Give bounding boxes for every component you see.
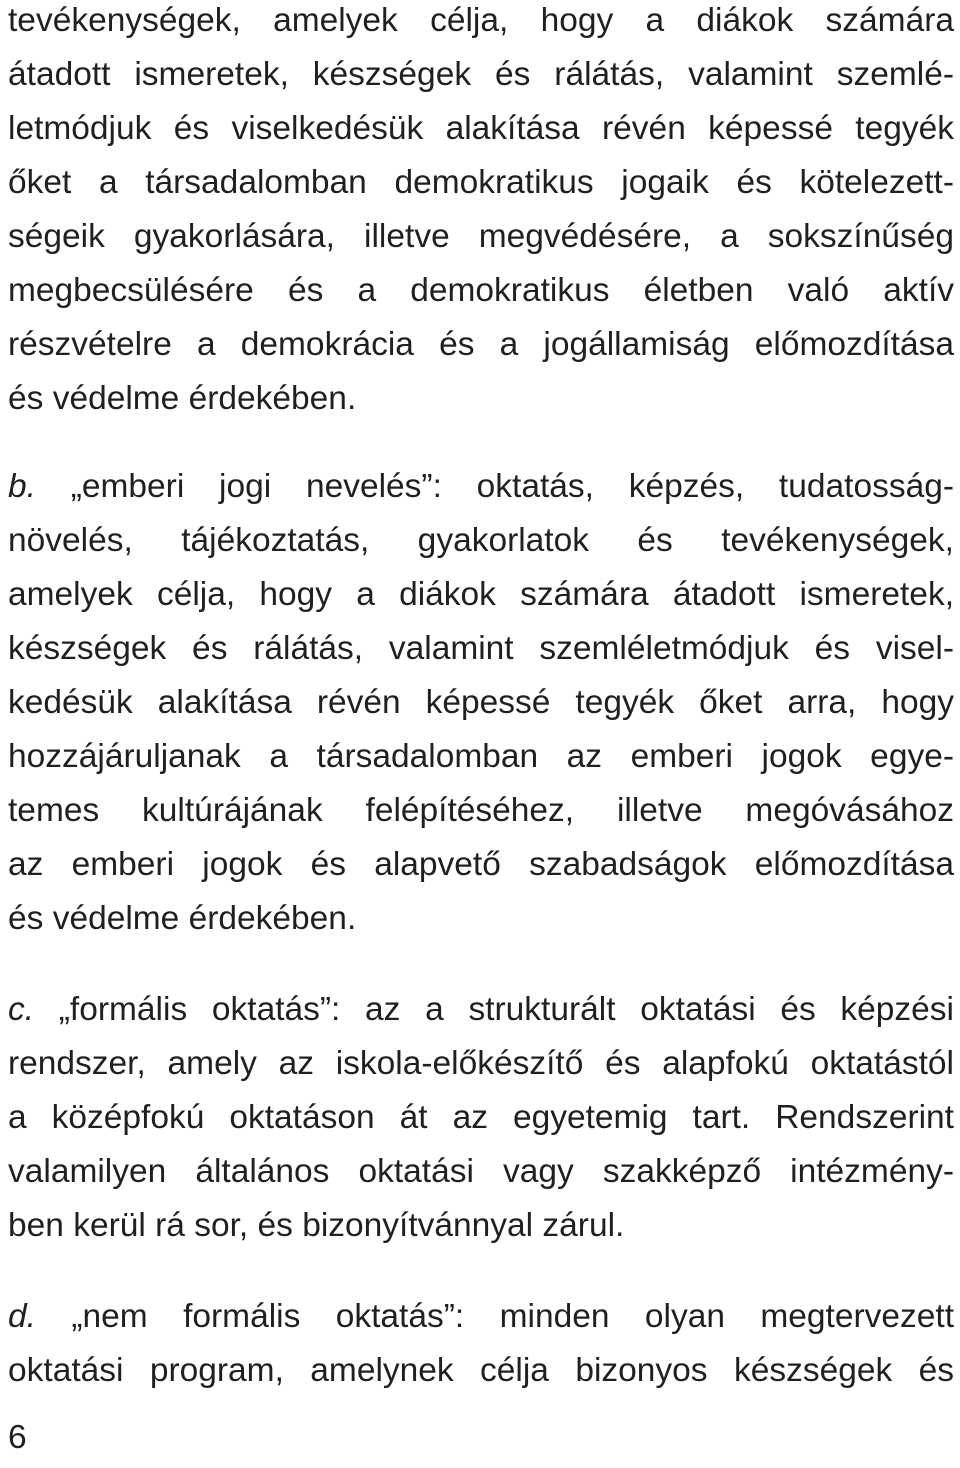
text-line: őket a társadalomban demokratikus jogaik és kötelezett- <box>8 164 954 201</box>
text-line: oktatási program, amelynek célja bizonyos készségek és <box>8 1352 954 1389</box>
list-marker: b. <box>8 468 36 505</box>
text-line: az emberi jogok és alapvető szabadságok előmozdítása <box>8 846 954 883</box>
paragraph-first-line <box>8 983 954 1037</box>
list-marker: c. <box>8 991 35 1028</box>
text-line: letmódjuk és viselkedésük alakítása révén képessé tegyék <box>8 110 954 147</box>
text-line: átadott ismeretek, készségek és rálátás, valamint szemlé- <box>8 56 954 93</box>
text-line: temes kultúrájának felépítéséhez, illetve megóvásához <box>8 792 954 829</box>
paragraph-c <box>8 983 954 1253</box>
definition-text: „nem formális oktatás”: minden olyan megtervezett <box>71 1298 954 1335</box>
text-line: készségek és rálátás, valamint szemléletmódjuk és visel- <box>8 630 954 667</box>
page-number: 6 <box>8 1419 27 1456</box>
text-line: hozzájáruljanak a társadalomban az emberi jogok egye- <box>8 738 954 775</box>
text-line: a középfokú oktatáson át az egyetemig tart. Rendszerint <box>8 1099 954 1136</box>
definition-text: „formális oktatás”: az a strukturált oktatási és képzési <box>58 991 955 1028</box>
paragraph-b <box>8 460 954 946</box>
list-marker: d. <box>8 1298 36 1335</box>
text-line: ben kerül rá sor, és bizonyítvánnyal zárul. <box>8 1207 625 1244</box>
text-line: valamilyen általános oktatási vagy szakképző intézmény- <box>8 1153 954 1190</box>
text-line: részvételre a demokrácia és a jogállamiság előmozdítása <box>8 326 954 363</box>
text-line: amelyek célja, hogy a diákok számára átadott ismeretek, <box>8 576 954 613</box>
text-line: és védelme érdekében. <box>8 380 357 417</box>
text-line: megbecsülésére és a demokratikus életben való aktív <box>8 272 954 309</box>
text-line: tevékenységek, amelyek célja, hogy a diákok számára <box>8 2 954 39</box>
text-line: ségeik gyakorlására, illetve megvédésére, a sokszínűség <box>8 218 954 255</box>
definition-text: „emberi jogi nevelés”: oktatás, képzés, tudatosság- <box>70 468 954 505</box>
paragraph-a-continuation <box>8 0 954 426</box>
text-line: rendszer, amely az iskola-előkészítő és alapfokú oktatástól <box>8 1045 954 1082</box>
paragraph-first-line <box>8 1290 954 1344</box>
text-line: növelés, tájékoztatás, gyakorlatok és tevékenységek, <box>8 522 954 559</box>
paragraph-first-line <box>8 460 954 514</box>
paragraph-d <box>8 1290 954 1398</box>
text-line: és védelme érdekében. <box>8 900 357 937</box>
text-line: kedésük alakítása révén képessé tegyék őket arra, hogy <box>8 684 954 721</box>
